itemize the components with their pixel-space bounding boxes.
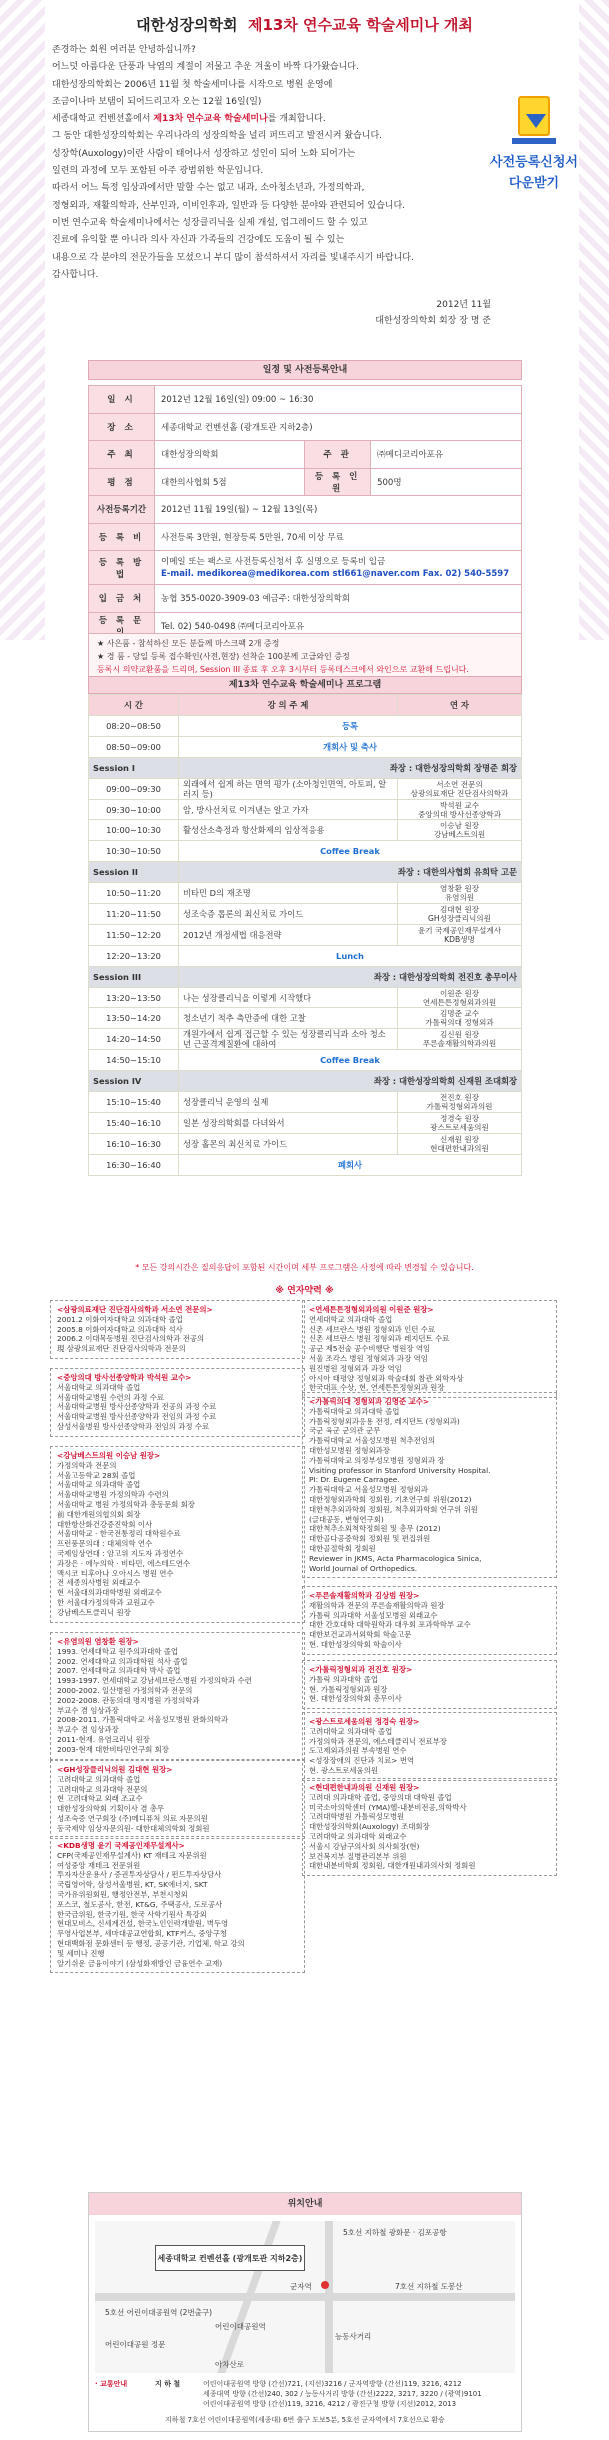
speaker-bio-title: <KDB생명 윤기 국제공인재무설계사>: [57, 1841, 185, 1850]
program-row: [89, 799, 522, 820]
program-time: 13:20~13:50: [89, 987, 179, 1008]
program-speaker: 서소연 전문의 삼광의료재단 진단검사의학과: [398, 778, 522, 799]
session-row: [89, 757, 522, 778]
speaker-bio-line: 서울 조각스 병원 정형외과 과장 역임: [309, 1353, 428, 1363]
speaker-bio-line: CFP(국제공인재무설계사) KT 재테크 자문위원: [57, 1850, 207, 1860]
speaker-bio-line: 무영사업본부, 세마대공교연합회, KTF커스, 중앙구청: [57, 1929, 227, 1939]
program-row: [89, 715, 522, 736]
program-row: [89, 987, 522, 1008]
speaker-bio-title: <삼광의료재단 진단검사의학과 서소연 전문의>: [57, 1305, 213, 1314]
speaker-bio-line: 가톨릭대학교 서울성모병원 정형외과: [309, 1485, 428, 1495]
bus-line: 어린이대공원역 방향 (간선)721, (지선)3216 / 군자역방향 (간선)119, 3216, 4212: [203, 2380, 462, 2388]
speaker-bio-line: 국군 육군 군의관 군무: [309, 1426, 381, 1436]
speaker-bio-line: 가톨릭대학교 의정부성모병원 정형외과 장: [309, 1455, 445, 1465]
session-label: Session I: [89, 757, 179, 778]
intro-highlight: 제13차 연수교육 학술세미나: [153, 114, 268, 125]
speaker-bio-line: 서울대학교 의과대학 졸업: [57, 1480, 141, 1490]
speaker-bio-line: 서울시 강남구의사회 의사회장(현): [309, 1841, 420, 1851]
speaker-bio-line: 대한척추외과학회 정회원, 척추외과학회 연구위 위원: [309, 1504, 478, 1514]
program-topic: 외래에서 쉽게 하는 면역 평가 (소아청인면역, 아토피, 알러지 등): [179, 778, 398, 799]
download-icon: [504, 92, 564, 150]
program-row: [89, 1154, 522, 1175]
intro-line: 따라서 어느 특정 임상과에서만 말할 수는 없고 내과, 소아청소년과, 가정의학과,: [52, 183, 365, 194]
transport-label: · 교통안내: [95, 2380, 128, 2388]
program-speaker: 김명준 교수 가톨릭의대 정형외과: [398, 1008, 522, 1029]
speaker-bio-line: 고려대학교 의과대학 외래교수: [309, 1831, 407, 1841]
break-row: [89, 1050, 522, 1071]
session-label: Session II: [89, 862, 179, 883]
download-registration-form-button[interactable]: [478, 92, 590, 208]
speaker-bio-line: 성조숙증 연구회장 (주)메디퓨처 의료 자문의원: [57, 1813, 208, 1823]
title-org: 대한성장의학회: [136, 16, 238, 34]
speaker-bio-line: 동국제약 임상자문의원- 대한대체의학회 정회원: [57, 1823, 210, 1833]
program-time: 08:20~08:50: [89, 715, 179, 736]
intro-line: 진료에 유익할 뿐 아니라 의사 자신과 가족들의 건강에도 도움이 될 수 있는: [52, 235, 345, 246]
map-label: 5호선 지하철 광화문 · 김포공항: [343, 2228, 447, 2237]
program-speaker: 김신원 원장 푸른솔재활의학과의원: [398, 1029, 522, 1050]
program-speaker: 이승남 원장 강남베스트의원: [398, 820, 522, 841]
speaker-bio-line: 여성중앙 재테크 전문위원: [57, 1860, 141, 1870]
speaker-bio-title: <강남베스트의원 이승남 원장>: [57, 1451, 161, 1460]
program-topic: 비타민 D의 재조명: [179, 883, 398, 904]
speaker-bio-line: 가톨릭대학교 의과대학 졸업: [309, 1406, 400, 1416]
map-label: 군자역: [290, 2282, 312, 2291]
speaker-bio-line: 현대백화점 문화센터 등 행정, 공공기관, 기업체, 학교 강의: [57, 1938, 245, 1948]
subway-label: 지 하 철: [155, 2380, 181, 2388]
intro-letter: [52, 42, 492, 284]
speaker-bio-line: 서울대학교병원 방사선종양학과 전공의 과정 수료: [57, 1402, 217, 1412]
schedule-row: 장 소 세종대학교 컨벤션홀 (광개토관 지하2층): [89, 413, 522, 441]
speaker-bio-line: 삼성서울병원 방사선종양학과 전임의 과정 수료: [57, 1421, 210, 1431]
speaker-bio-line: 대한보건교과서외학회 학술고문: [309, 1630, 412, 1640]
program-row: [89, 778, 522, 799]
intro-line: 내용으로 각 분야의 전문가들을 모셨으니 부디 많이 참석하셔서 자리를 빛내주시기 바랍니다.: [52, 252, 414, 263]
program-row: [89, 1133, 522, 1154]
speaker-bio-line: 2000-2002. 일산병원 가정의학과 전문의: [57, 1685, 193, 1695]
speaker-bio-line: 서울대학교 병원 가정의학과 총동문회 회장: [57, 1499, 195, 1509]
intro-line: 존경하는 회원 여러분 안녕하십니까?: [52, 45, 196, 55]
program-speaker: 이원준 원장 연세튼튼정형외과의원: [398, 987, 522, 1008]
session-chair: 좌장 : 대한성장의학회 전진호 총무이사: [179, 966, 522, 987]
schedule-row: 입 금 처 농협 355-0020-3909-03 예금주: 대한성장의학회: [89, 585, 522, 613]
speaker-bio-line: 서울대학교병원 가정의학과 수련의: [57, 1490, 169, 1500]
speaker-bio-line: 고려대학교 의과대학 졸업: [57, 1774, 141, 1784]
speaker-bio-line: 대한항산화건강증진학회 이사: [57, 1519, 153, 1529]
speaker-bio-line: 프런풍문의대 : 대체의학 연수: [57, 1539, 153, 1549]
program-topic: 등록: [179, 715, 522, 736]
program-time: 16:10~16:30: [89, 1133, 179, 1154]
speaker-bio-line: 2002. 연세대학교 의과대학원 석사 졸업: [57, 1656, 188, 1666]
program-speaker: 박석원 교수 중앙의대 방사선종양학과: [398, 799, 522, 820]
speaker-bio-line: 한 서울대가정의학과 교원교수: [57, 1597, 155, 1607]
speaker-bio-line: 대한골다공증학회 정회원 및 편집위원: [309, 1534, 431, 1544]
speakers-title: ※ 연자약력 ※: [275, 1286, 334, 1296]
program-row: [89, 1092, 522, 1113]
speaker-bio-line: 국제임상연대 : 암고위 지도자 과정연수: [57, 1548, 184, 1558]
schedule-title: 일정 및 사전등록안내: [88, 360, 522, 380]
speaker-bio-line: 현. 대한성장의학회 학술이사: [309, 1639, 402, 1649]
program-topic: 성장클리닉 운영의 실제: [179, 1092, 398, 1113]
program-row: [89, 1008, 522, 1029]
program-row: [89, 1113, 522, 1134]
program-speaker: 정경숙 원장 광스트로세움의원: [398, 1113, 522, 1134]
speaker-bio-line: 대한정형외과학회 정회원, 기초연구회 위원(2012): [309, 1494, 472, 1504]
map-area: [95, 2221, 515, 2373]
speaker-bio-title: <현대편한내과의원 신재원 원장>: [309, 1783, 420, 1792]
break-row: [89, 841, 522, 862]
program-row: [89, 904, 522, 925]
speaker-bio: [50, 1836, 305, 1973]
location-map: [88, 2192, 522, 2432]
speaker-bio-line: 신촌 세브란스 병원 정형외과 레지던트 수료: [309, 1334, 450, 1344]
speaker-bio-line: 2007. 연세대학교 의과대학 박사 졸업: [57, 1666, 181, 1676]
program-header-cell: 시 간: [89, 695, 179, 716]
venue-building: 세종대학교 컨벤션홀 (광개토관 지하2층): [155, 2245, 305, 2271]
letter-date: 2012년 11월: [436, 300, 491, 310]
program-topic: Lunch: [179, 945, 522, 966]
program-note: * 모든 강의시간은 질의응답이 포함된 시간이며 세부 프로그램은 사정에 따라 변경될 수 있습니다.: [135, 1263, 474, 1272]
intro-line: 세종대학교 컨벤션홀에서 제13차 연수교육 학술세미나를 개최합니다.: [52, 114, 326, 125]
speaker-bio-line: 부교수 겸 임상과장: [57, 1725, 119, 1735]
speaker-bio-line: 전 세종의사병원 외래교수: [57, 1578, 141, 1588]
speaker-bio-line: 국가유위원회원, 행정안전부, 부천시청외: [57, 1889, 188, 1899]
speaker-bio-line: 대한 간호대학 대학원학과 대우회 포과학학부 교수: [309, 1620, 471, 1630]
program-time: 11:50~12:20: [89, 924, 179, 945]
speaker-bio-line: 가정의학과 전문의, 에스테클리닉 전료부장: [309, 1736, 447, 1746]
speaker-bio-line: 2001.2 이화여자대학교 의과대학 졸업: [57, 1314, 183, 1324]
speaker-bio-line: 서울대학교병원 수련의 과정 수료: [57, 1392, 165, 1402]
speaker-bio-line: 신촌 세브란스 병원 정형외과 인턴 수료: [309, 1324, 435, 1334]
speaker-bio-line: 대한성장의학회 기획이사 겸 총무: [57, 1804, 165, 1814]
speaker-bio-line: <성장장애의 진단과 치료> 번역: [309, 1756, 415, 1766]
intro-line: 그 동안 대한성장의학회는 우리나라의 성장의학을 널리 퍼뜨리고 발전시켜 왔습니다.: [52, 131, 383, 142]
schedule-table: [88, 385, 522, 640]
speaker-bio-line: 서울대학교 의과대학 졸업: [57, 1382, 141, 1392]
speaker-bio-line: 포스코, 철도공사, 한전, KT&G, 주택공사, 도로공사: [57, 1899, 223, 1909]
speaker-bio: [50, 1760, 305, 1839]
speaker-bio-line: 가톨릭 의과대학 졸업: [309, 1674, 378, 1684]
speaker-bio: [50, 1446, 305, 1623]
program-topic: 개회사 및 축사: [179, 736, 522, 757]
speaker-bio-line: 알기쉬운 금융이야기 (삼성화재방인 금융연수 교재): [57, 1958, 223, 1968]
speaker-bio-line: 가정의학과 전문의: [57, 1460, 117, 1470]
program-topic: 활성산소측정과 항산화제의 임상적응용: [179, 820, 398, 841]
bus-line: 어린이대공원역 방향 (간선)119, 3216, 4212 / 광진구청 방향 (지선)2012, 2013: [203, 2400, 457, 2408]
schedule-row: 주 최 대한성장의학회 주 관 ㈜메디코리아포유: [89, 441, 522, 469]
speaker-bio-line: (글대공동, 변형연구회): [309, 1514, 384, 1524]
speaker-bio-line: 고려대학교 의과대학 졸업: [309, 1726, 393, 1736]
bus-line: 세종대역 방향 (간선)240, 302 / 능동사거리 방향 (간선)2222, 3217, 3220 / (광역)9101: [203, 2390, 482, 2398]
speaker-bio-line: 2006.2 이대목동병원 진단검사의학과 전공의: [57, 1334, 205, 1344]
program-topic: 청소년기 척추 측만증에 대한 고찰: [179, 1008, 398, 1029]
speaker-bio-line: 2011-현재. 유염크리닉 원장: [57, 1734, 150, 1744]
map-label: 어린이대공원 정문: [105, 2340, 166, 2349]
speaker-bio-title: <푸른솔재활의학과 김상범 원장>: [309, 1591, 420, 1600]
program-topic: 암, 방사선치료 이겨낸는 알고 가자: [179, 799, 398, 820]
intro-line: 이번 연수교육 학술세미나에서는 성장클리닉을 실제 개설, 업그레이드 할 수 있고: [52, 217, 368, 228]
session-label: Session III: [89, 966, 179, 987]
speaker-bio-line: 1993-1997. 연세대학교 강남세브란스병원 가정의학과 수련: [57, 1676, 252, 1686]
transport-info: [95, 2379, 515, 2425]
speaker-bio-line: 및 세미나 진행: [57, 1948, 105, 1958]
map-label: 아차산로: [215, 2360, 244, 2369]
speaker-bio-line: 서울대학교병원 방사선종양학과 전임의 과정 수료: [57, 1412, 217, 1422]
program-topic: Coffee Break: [179, 1050, 522, 1071]
speaker-bio: [302, 1392, 557, 1578]
program-time: 13:50~14:20: [89, 1008, 179, 1029]
intro-line: 대한성장의학회는 2006년 11월 첫 학술세미나를 시작으로 병원 운영에: [52, 79, 333, 90]
schedule-row: 평 점 대한의사협회 5점 등 록 인 원 500명: [89, 468, 522, 496]
program-row: [89, 1029, 522, 1050]
intro-line: 어느덧 아름다운 단풍과 낙엽의 계절이 저물고 추운 겨울이 바짝 다가왔습니다.: [52, 62, 359, 73]
speaker-bio: [302, 1300, 557, 1398]
program-topic: 일본 성장의학회를 다녀와서: [179, 1113, 398, 1134]
intro-line: 일련의 과정에 모두 포함된 아주 광범위한 학문입니다.: [52, 166, 264, 177]
speaker-bio-line: 가톨릭대학교 서울성모병원 척추전임의: [309, 1436, 436, 1446]
intro-line: 감사합니다.: [52, 269, 99, 280]
program-topic: 2012년 개정세법 대응전략: [179, 924, 398, 945]
schedule-row: 등 록 비 사전등록 3만원, 현장등록 5만원, 70세 이상 무료: [89, 523, 522, 551]
session-row: [89, 966, 522, 987]
speaker-bio-line: 공군 제5전술 공수비행단 병원장 역임: [309, 1344, 431, 1354]
speaker-bio-line: Reviewer in JKMS, Acta Pharmacologica Sinica,: [309, 1553, 482, 1563]
session-label: Session IV: [89, 1071, 179, 1092]
program-time: 10:00~10:30: [89, 820, 179, 841]
program-topic: 개원가에서 쉽게 접근할 수 있는 성장클리닉과 소아 청소년 근골격계질환에 대하여: [179, 1029, 398, 1050]
speaker-bio-line: 미국소아의학센터 (YMA)헬-내분비전공,의학박사: [309, 1802, 467, 1812]
session-row: [89, 1071, 522, 1092]
speaker-bio-line: 대한골절학회 정회원: [309, 1543, 376, 1553]
session-chair: 좌장 : 대한성장의학회 장명준 회장: [179, 757, 522, 778]
speaker-bio: [50, 1632, 305, 1760]
session-chair: 좌장 : 대한성장의학회 신재원 조대회장: [179, 1071, 522, 1092]
speaker-bio-line: 고려대학병원 가톨릭성모병원: [309, 1812, 405, 1822]
program-time: 16:30~16:40: [89, 1154, 179, 1175]
program-topic: 성장 홀몬의 최신치료 가이드: [179, 1133, 398, 1154]
program-speaker: 윤기 국제공인재무설계사 KDB생명: [398, 924, 522, 945]
program-topic: 나는 성장클리닉을 이렇게 시작했다: [179, 987, 398, 1008]
map-title: 위치안내: [89, 2193, 521, 2215]
speaker-bio-line: 고려대학교 의과대학 전문의: [57, 1784, 148, 1794]
program-time: 15:40~16:10: [89, 1113, 179, 1134]
intro-line: 조금이나마 보탬이 되어드리고자 오는 12월 16일(일): [52, 96, 262, 107]
title-event: 제13차 연수교육 학술세미나 개최: [247, 16, 473, 34]
speaker-bio-line: 대한내분비학회 정회원, 대한개원내과의사회 정회원: [309, 1861, 476, 1871]
speaker-bio-line: World Journal of Orthopedics.: [309, 1563, 418, 1573]
speaker-bio-line: 맥시코 티후아나 오아시스 병원 연수: [57, 1568, 174, 1578]
map-label: 어린이대공원역: [215, 2322, 266, 2331]
speaker-bio-line: 현. 가톨릭정형외과 원장: [309, 1684, 388, 1694]
schedule-row: 등 록 방 법 이메일 또는 팩스로 사전등록신청서 후 실명으로 등록비 입금 E-mail. medikorea@medikorea.com stl661@naver.com Fax. 02) 540-5597: [89, 551, 522, 585]
intro-line: 정형외과, 재활의학과, 산부인과, 이비인후과, 일반과 등 다양한 분야와 관련되어 있습니다.: [52, 200, 406, 211]
speaker-bio-line: Visiting professor in Stanford University Hospital.: [309, 1465, 491, 1475]
program-speaker: 전진호 원장 가톨릭정형외과의원: [398, 1092, 522, 1113]
program-header: [89, 695, 522, 716]
program-speaker: 신재원 원장 현대편한내과의원: [398, 1133, 522, 1154]
map-bottom-line: 지하철 7호선 어린이대공원역(세종대) 6번 출구 도보5분, 5호선 군자역에서 7호선으로 환승: [165, 2416, 445, 2424]
speaker-bio-line: 2002-2008. 관동의대 명지병원 가정의학과: [57, 1695, 200, 1705]
program-time: 15:10~15:40: [89, 1092, 179, 1113]
speaker-bio-title: <GH성장클리닉의원 김대현 원장>: [57, 1765, 173, 1774]
speaker-bio-title: <유염의원 염창환 원장>: [57, 1637, 139, 1646]
program-row: [89, 820, 522, 841]
program-title: 제13차 연수교육 학술세미나 프로그램: [88, 676, 522, 694]
page-title: [0, 14, 609, 35]
speaker-bio-line: 강남베스트클리닉 원장: [57, 1607, 131, 1617]
speaker-bio: [302, 1712, 557, 1781]
speaker-bio-line: 前 대한개원의협의회 회장: [57, 1509, 141, 1519]
speaker-bio-line: 서울대학교 · 한국전통정리 대학원수료: [57, 1529, 181, 1539]
speaker-bio-line: 대한성모병원 정형외과장: [309, 1445, 390, 1455]
download-label-2: 다운받기: [508, 176, 560, 191]
program-time: 10:50~11:20: [89, 883, 179, 904]
schedule-row: 등 록 문 Tel. 02) 540-0498 ㈜메디코리아포유: [89, 612, 522, 640]
speaker-bio-title: <연세튼튼정형외과의원 이원준 원장>: [309, 1305, 434, 1314]
program-time: 08:50~09:00: [89, 736, 179, 757]
program-row: [89, 736, 522, 757]
note-line: ★ 경 품 - 당일 등록 접수확인(사전,현장) 선착순 100분께 고급와인 증정: [97, 652, 350, 661]
speaker-bio-line: 부교수 겸 임상과장: [57, 1705, 119, 1715]
note-line: ★ 사은품 - 참석하신 모든 분들께 마스크팩 2개 증정: [97, 639, 280, 648]
speaker-bio-line: 대한성장의학회(Auxology) 조대회장: [309, 1822, 430, 1832]
speaker-bio-line: 재활의학과 전문의 푸른솔재활의학과 원장: [309, 1600, 445, 1610]
program-topic: 폐회사: [179, 1154, 522, 1175]
note-line: 등록시 의약교환품을 드리며, Session III 종료 후 오후 3시부터 등록데스크에서 와인으로 교환해 드립니다.: [97, 665, 469, 674]
program-speaker: 김대현 원장 GH성장클리닉의원: [398, 904, 522, 925]
program-topic: 성조숙증 톱론의 최신치료 가이드: [179, 904, 398, 925]
speaker-bio-line: 원진병원 정형외과 과장 역임: [309, 1363, 402, 1373]
speaker-bio-line: 도고제외과의원 부속병원 연수: [309, 1746, 407, 1756]
program-time: 10:30~10:50: [89, 841, 179, 862]
program-time: 14:20~14:50: [89, 1029, 179, 1050]
map-label: 7호선 지하철 도봉산: [395, 2282, 463, 2291]
speaker-bio-line: 고려대 의과대학 졸업, 중앙의대 대학원 졸업: [309, 1792, 452, 1802]
speaker-bio-title: <중앙의대 방사선종양학과 박석원 교수>: [57, 1373, 192, 1382]
break-row: [89, 945, 522, 966]
speaker-bio-line: PI: Dr. Eugene Carragee.: [309, 1475, 400, 1485]
program-row: [89, 883, 522, 904]
speaker-bio: [302, 1586, 557, 1655]
program-time: 11:20~11:50: [89, 904, 179, 925]
intro-line: 성장학(Auxology)이란 사람이 태어나서 성장하고 성인이 되어 노화 되어가는: [52, 148, 356, 159]
program-row: [89, 924, 522, 945]
left-decoration: [0, 0, 45, 640]
program-table: [88, 694, 522, 1176]
speaker-bio-line: 보건복지부 질병관리본부 위원: [309, 1851, 407, 1861]
map-pin-icon: [321, 2281, 329, 2289]
speaker-bio-line: 현대모비스, 신세계건설, 한국노인인력개발원, 벽두영: [57, 1919, 229, 1929]
speaker-bio-title: <가톨릭정형외과 전진호 원장>: [309, 1665, 413, 1674]
speaker-bio-line: 연세대학교 의과대학 졸업: [309, 1314, 393, 1324]
contact-email[interactable]: E-mail. medikorea@medikorea.com stl661@naver.com Fax. 02) 540-5597: [161, 568, 510, 579]
speaker-bio: [50, 1368, 305, 1437]
map-label: 능동사거리: [335, 2332, 372, 2341]
speaker-bio-line: 가톨릭정형외과응용 전정, 레지던트 (정형외과): [309, 1416, 460, 1426]
program-topic: Coffee Break: [179, 841, 522, 862]
program-speaker: 염창환 원장 유염의원: [398, 883, 522, 904]
program-header-cell: 연 자: [398, 695, 522, 716]
program-time: 14:50~15:10: [89, 1050, 179, 1071]
speaker-bio-line: 가톨릭 의과대학 서울성모병원 외래교수: [309, 1610, 438, 1620]
speaker-bio-line: 한국대표 수상, 현, 연세튼튼정형외과 원장: [309, 1383, 445, 1393]
speaker-bio-line: 현. 광스트로세움의원: [309, 1765, 378, 1775]
speaker-bio: [302, 1778, 557, 1876]
schedule-row: 일 시 2012년 12월 16일(일) 09:00 ~ 16:30: [89, 386, 522, 414]
speaker-bio-line: 2008-2011. 가톨릭대학교 서울성모병원 완화의학과: [57, 1715, 229, 1725]
speaker-bio-line: 서울고등학교 28회 졸업: [57, 1470, 136, 1480]
speaker-bio-line: 한국금위원, 한국기원, 한국 사학기원사 특강외: [57, 1909, 207, 1919]
speaker-bio-title: <광스트로세움의원 정경숙 원장>: [309, 1717, 420, 1726]
program-time: 09:30~10:00: [89, 799, 179, 820]
speaker-bio-line: 2003-현재 대한비타민연구회 회장: [57, 1744, 169, 1754]
speaker-bio: [302, 1660, 557, 1709]
map-label: 5호선 어린이대공원역 (2번출구): [105, 2308, 213, 2317]
speaker-bio-line: 아시아 태평양 정형외과 학술대회 참관 외학자상: [309, 1373, 464, 1383]
speaker-bio-line: 대한척추소외척학정회원 및 총무 (2012): [309, 1524, 441, 1534]
letter-signer: 대한성장의학회 회장 장 명 준: [375, 316, 491, 326]
speaker-bio-line: 현 고려대학교 외래 조교수: [57, 1794, 143, 1804]
speaker-bio-title: <가톨릭의대 정형외과 김명준 교수>: [309, 1397, 430, 1406]
program-header-cell: 강 의 주 제: [179, 695, 398, 716]
schedule-row: 사전등록기간 2012년 11월 19일(월) ~ 12월 13일(목): [89, 496, 522, 524]
program-time: 09:00~09:30: [89, 778, 179, 799]
speaker-bio-line: 현. 대한성장의학회 총무이사: [309, 1694, 402, 1704]
speaker-bio-line: 과장은 · 에누의학 · 비타민, 에스테드연수: [57, 1558, 191, 1568]
session-chair: 좌장 : 대한의사협회 유희탁 고문: [179, 862, 522, 883]
speaker-bio-line: 2005.8 이화여자대학교 의과대학 석사: [57, 1324, 183, 1334]
speaker-bio-line: 1993. 연세대학교 원주의과대학 졸업: [57, 1646, 179, 1656]
download-label-1: 사전등록신청서: [490, 155, 578, 170]
gift-notes: [88, 633, 522, 680]
speaker-bio-line: 현 서울대의과대학병원 외래교수: [57, 1588, 162, 1598]
session-row: [89, 862, 522, 883]
speaker-bio-line: 現 삼광의료재단 진단검사의학과 전문의: [57, 1344, 186, 1354]
speaker-bio-line: 투자자산운용사 / 증권투자상담사 / 펀드투자상담사: [57, 1870, 222, 1880]
speaker-bio-line: 국립영어학, 삼성서울병원, KT, SK에너지, SKT: [57, 1880, 208, 1890]
program-time: 12:20~13:20: [89, 945, 179, 966]
speaker-bio: [50, 1300, 305, 1359]
